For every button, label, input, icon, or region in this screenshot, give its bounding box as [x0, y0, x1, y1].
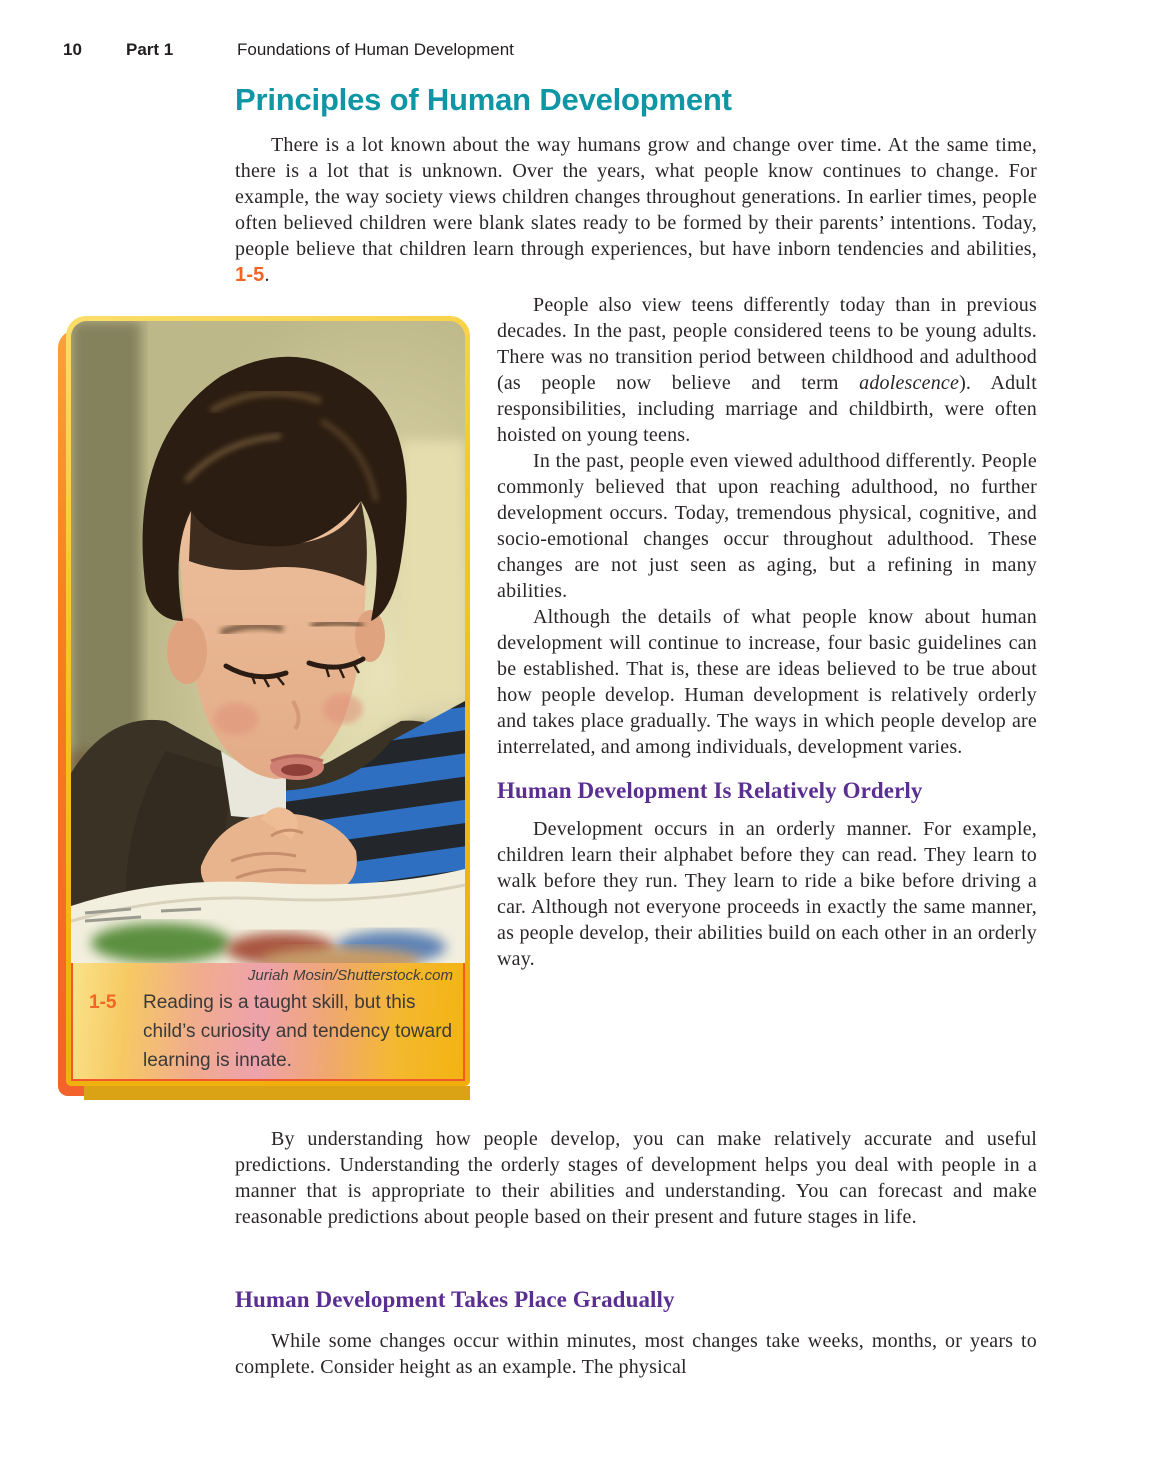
- figure-reference-inline: 1-5: [235, 264, 265, 286]
- part-title: Foundations of Human Development: [237, 40, 514, 59]
- intro-text-end: .: [264, 264, 270, 286]
- gradually-paragraph: While some changes occur within minutes, most changes take weeks, months, or years to complete. Consider height as an example. The physical: [235, 1330, 1037, 1378]
- adolescence-term: adolescence: [859, 372, 960, 394]
- page-title: Principles of Human Development: [235, 82, 732, 117]
- orderly-paragraph: Development occurs in an orderly manner. For example, children learn their alphabet before they can read. They learn to walk before they run. They learn to ride a bike before driving a car. Although not everyone proceeds in exactly the same manner, as people develop, their abilities build on each other in an orderly way.: [497, 818, 1037, 970]
- figure-caption-text: Reading is a taught skill, but this child’s curiosity and tendency toward learning is innate.: [143, 992, 453, 1071]
- section-heading-orderly: Human Development Is Relatively Orderly: [497, 778, 923, 803]
- part-label: Part 1: [126, 40, 174, 59]
- teens-paragraph: [497, 292, 1037, 448]
- teens-text: People also view teens differently today than in previous decades. In the past, people considered teens to be young adults. There was no transition period between childhood and adulthood (as people now believe and term: [497, 294, 1037, 394]
- figure-drop-shadow: [84, 1086, 470, 1100]
- teens-text-end: ). Adult responsibilities, including marriage and childbirth, were often hoisted on young teens.: [497, 372, 1038, 446]
- running-head: [0, 40, 1100, 64]
- child-reading-illustration: [71, 321, 465, 963]
- figure-caption-box: [71, 963, 465, 1081]
- figure-number-label: 1-5: [89, 992, 117, 1013]
- intro-text: There is a lot known about the way humans grow and change over time. At the same time, there is a lot that is unknown. Over the years, what people know continues to change. For example, the way society views children changes throughout generations. In earlier times, people often believed children were blank slates ready to be formed by their parents’ intentions. Today, people believe that children learn through experiences, but have inborn tendencies and abilities,: [235, 134, 1037, 260]
- adulthood-paragraph: In the past, people even viewed adulthood differently. People commonly believed that upon reaching adulthood, no further development occurs. Today, tremendous physical, cognitive, and socio-emotional changes occur throughout adulthood. These changes are not just seen as aging, but a refining in many abilities.: [497, 450, 1037, 602]
- page-number: 10: [63, 40, 82, 59]
- figure-caption-row: [73, 984, 463, 1075]
- photo-credit: Juriah Mosin/Shutterstock.com: [247, 967, 453, 984]
- predictions-paragraph: By understanding how people develop, you can make relatively accurate and useful predictions. Understanding the orderly stages of development helps you deal with people in a manner that is appropriate to their abilities and understanding. You can forecast and make reasonable predictions about people based on their present and future stages in life.: [235, 1128, 1037, 1228]
- guidelines-paragraph: Although the details of what people know about human development will continue to increase, four basic guidelines can be established. That is, these are ideas believed to be true about how people develop. Human development is relatively orderly and takes place gradually. The ways in which people develop are interrelated, and among individuals, development varies.: [497, 606, 1037, 758]
- intro-paragraph: [235, 132, 1037, 288]
- figure-photo: [71, 321, 465, 963]
- right-text-column: [497, 292, 1037, 972]
- section-heading-gradually: Human Development Takes Place Gradually: [235, 1287, 675, 1312]
- figure-1-5: [58, 316, 472, 1102]
- figure-frame: [66, 316, 470, 1086]
